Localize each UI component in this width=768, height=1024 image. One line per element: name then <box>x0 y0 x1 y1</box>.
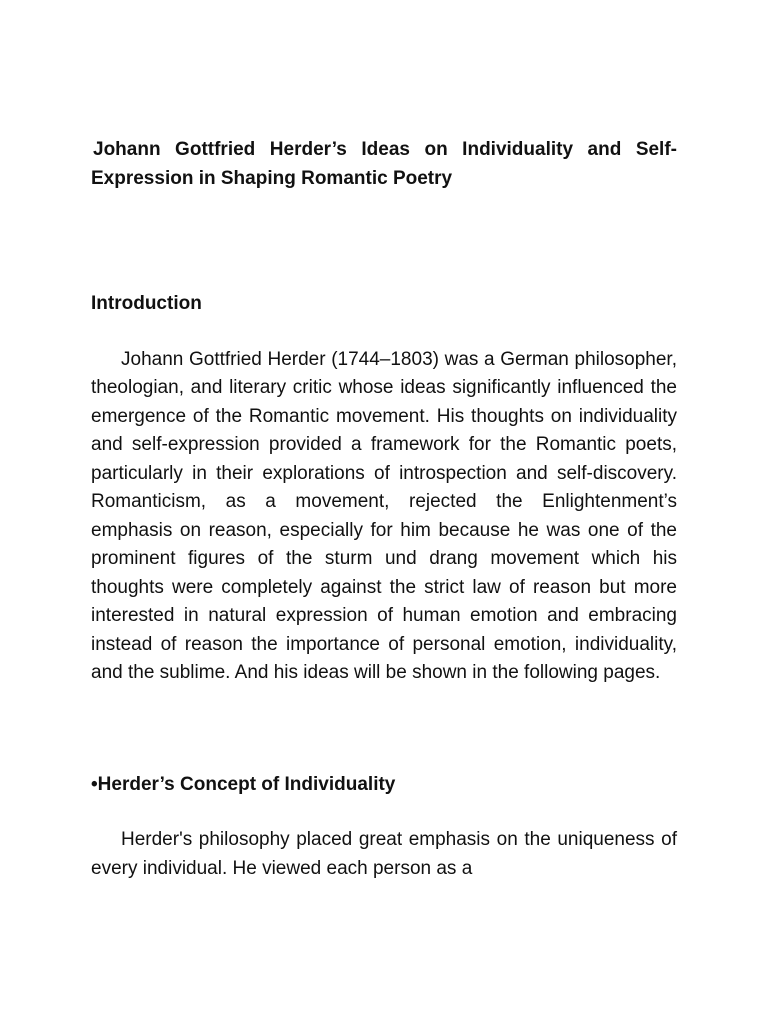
section-heading-concept-of-individuality <box>91 771 677 800</box>
bullet-marker: • <box>91 773 98 795</box>
document-content <box>91 136 677 883</box>
spacer <box>91 799 677 826</box>
document-title: Johann Gottfried Herder’s Ideas on Individuality and Self-Expression in Shaping Romantic Poetry <box>91 139 677 189</box>
spacer <box>91 193 677 290</box>
spacer <box>91 319 677 346</box>
introduction-paragraph: Johann Gottfried Herder (1744–1803) was a German philosopher, theologian, and literary critic whose ideas significantly influenced the emergence of the Romantic movement. His thoughts on individuality and self-expression provided a framework for the Romantic poets, particularly in their explorations of introspection and self-discovery. Romanticism, as a movement, rejected the Enlightenment’s emphasis on reason, especially for him because he was one of the prominent figures of the sturm und drang movement which his thoughts were completely against the strict law of reason but more interested in natural expression of human emotion and embracing instead of reason the importance of personal emotion, individuality, and the sublime. And his ideas will be shown in the following pages. <box>91 348 677 683</box>
section-heading-text: Herder’s Concept of Individuality <box>97 773 396 795</box>
spacer <box>91 688 677 771</box>
section-heading-introduction: Introduction <box>91 293 202 314</box>
concept-of-individuality-paragraph: Herder's philosophy placed great emphasis on the uniqueness of every individual. He viewed each person as a <box>91 829 677 879</box>
